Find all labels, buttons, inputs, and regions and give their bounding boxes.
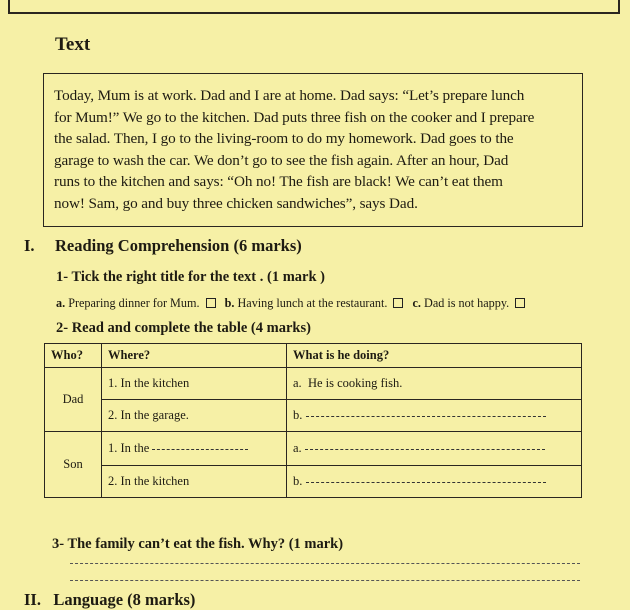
where-cell: 1. In the kitchen <box>102 368 287 400</box>
section1-numeral: I. <box>24 236 35 255</box>
option-b-letter: b. <box>224 296 235 310</box>
reading-text <box>54 85 579 214</box>
question1-label: 1- Tick the right title for the text . (1 mark ) <box>56 269 326 285</box>
answer-table <box>44 343 582 498</box>
answer-line[interactable] <box>70 580 580 581</box>
option-a-letter: a. <box>56 296 66 310</box>
text-line: the salad. Then, I go to the living-room to do my homework. Dad goes to the <box>54 130 514 147</box>
section2-numeral: II. <box>24 590 41 609</box>
who-cell: Dad <box>45 368 102 432</box>
what-cell <box>287 400 582 432</box>
where-cell: 2. In the garage. <box>102 400 287 432</box>
previous-section-frame <box>8 0 620 14</box>
where-cell <box>102 432 287 466</box>
question2-label: 2- Read and complete the table (4 marks) <box>56 320 311 336</box>
question1-options <box>56 296 531 311</box>
where-text: 1. In the <box>108 441 150 455</box>
section2-heading-wrap <box>24 590 195 610</box>
what-letter: a. <box>293 376 302 390</box>
option-c-text: Dad is not happy. <box>424 296 510 310</box>
table-row <box>45 466 582 498</box>
what-letter: b. <box>293 408 303 422</box>
option-a-text: Preparing dinner for Mum. <box>68 296 200 310</box>
table-header-row <box>45 344 582 368</box>
text-title: Text <box>55 34 91 55</box>
text-line: runs to the kitchen and says: “Oh no! The fish are black! We can’t eat them <box>54 173 503 190</box>
answer-blank[interactable] <box>306 482 546 483</box>
what-letter: a. <box>293 441 302 455</box>
answer-blank[interactable] <box>152 449 248 450</box>
text-line: now! Sam, go and buy three chicken sandwiches”, says Dad. <box>54 194 418 212</box>
what-cell <box>287 466 582 498</box>
option-c-checkbox[interactable] <box>515 298 525 308</box>
section2-heading: Language (8 marks) <box>53 590 196 609</box>
answer-blank[interactable] <box>306 416 546 417</box>
table-row <box>45 432 582 466</box>
answer-blank[interactable] <box>305 449 545 450</box>
what-answer: He is cooking fish. <box>307 376 403 390</box>
option-b-text: Having lunch at the restaurant. <box>237 296 388 310</box>
table-row <box>45 400 582 432</box>
option-a-checkbox[interactable] <box>206 298 216 308</box>
section1-heading: Reading Comprehension (6 marks) <box>55 236 302 255</box>
header-who: Who? <box>45 344 102 368</box>
header-where: Where? <box>102 344 287 368</box>
answer-line[interactable] <box>70 563 580 564</box>
text-line: Today, Mum is at work. Dad and I are at home. Dad says: “Let’s prepare lunch <box>54 87 525 104</box>
text-line: for Mum!” We go to the kitchen. Dad puts three fish on the cooker and I prepare <box>54 108 535 126</box>
what-letter: b. <box>293 474 303 488</box>
table-row <box>45 368 582 400</box>
what-cell <box>287 368 582 400</box>
what-cell <box>287 432 582 466</box>
where-cell: 2. In the kitchen <box>102 466 287 498</box>
option-c-letter: c. <box>412 296 421 310</box>
header-what: What is he doing? <box>287 344 582 368</box>
question3-label: 3- The family can’t eat the fish. Why? (1 mark) <box>52 536 344 552</box>
text-line: garage to wash the car. We don’t go to see the fish again. After an hour, Dad <box>54 151 509 169</box>
who-cell: Son <box>45 432 102 498</box>
option-b-checkbox[interactable] <box>393 298 403 308</box>
